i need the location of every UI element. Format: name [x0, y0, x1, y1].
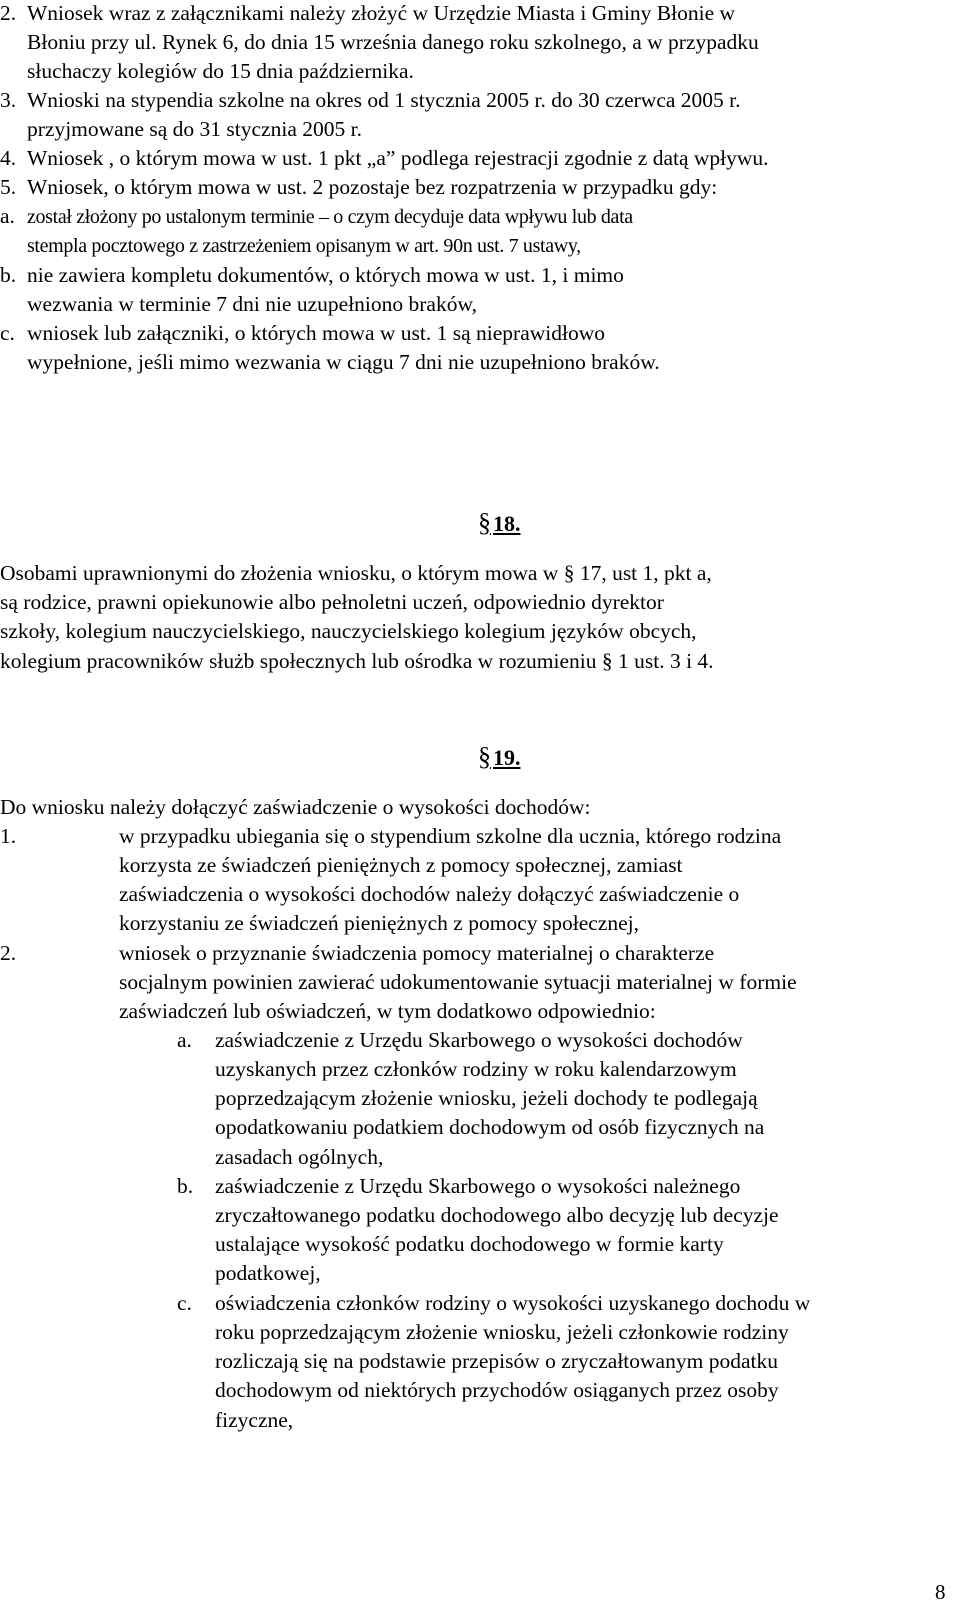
list-item-line: wniosek o przyznanie świadczenia pomocy materialnej o charakterze — [119, 941, 715, 965]
sublist-item-line: roku poprzedzającym złożenie wniosku, jeżeli członkowie rodziny — [215, 1320, 789, 1344]
sublist-item-line: dochodowym od niektórych przychodów osiąganych przez osoby — [215, 1378, 779, 1402]
section-number: 19. — [493, 745, 521, 770]
sublist-item-line: zaświadczenie z Urzędu Skarbowego o wysokości dochodów — [215, 1028, 743, 1052]
sublist-item-line: wypełnione, jeśli mimo wezwania w ciągu 7 dni nie uzupełniono braków. — [27, 350, 660, 374]
sublist-letter: c. — [0, 321, 15, 345]
paragraph-line: kolegium pracowników służb społecznych lub ośrodka w rozumieniu § 1 ust. 3 i 4. — [0, 649, 714, 673]
paragraph-line: są rodzice, prawni opiekunowie albo pełnoletni uczeń, odpowiednio dyrektor — [0, 590, 664, 614]
sublist-letter: a. — [0, 204, 15, 228]
list-item-line: zaświadczeń lub oświadczeń, w tym dodatkowo odpowiednio: — [119, 999, 656, 1023]
list-item-line: słuchaczy kolegiów do 15 dnia października. — [27, 59, 414, 83]
section-intro: Do wniosku należy dołączyć zaświadczenie o wysokości dochodów: — [0, 795, 591, 819]
sublist-item-line: ustalające wysokość podatku dochodowego w formie karty — [215, 1232, 724, 1256]
list-item-line: Wnioski na stypendia szkolne na okres od 1 stycznia 2005 r. do 30 czerwca 2005 r. — [27, 88, 741, 112]
list-item-line: Wniosek , o którym mowa w ust. 1 pkt „a” podlega rejestracji zgodnie z datą wpływu. — [27, 146, 769, 170]
list-number: 1. — [0, 824, 17, 848]
section-number: 18. — [493, 511, 521, 536]
list-item-line: socjalnym powinien zawierać udokumentowanie sytuacji materialnej w formie — [119, 970, 797, 994]
paragraph-line: szkoły, kolegium nauczycielskiego, nauczycielskiego kolegium języków obcych, — [0, 619, 697, 643]
paragraph-line: Osobami uprawnionymi do złożenia wniosku, o którym mowa w § 17, ust 1, pkt a, — [0, 561, 712, 585]
list-item-line: Błoniu przy ul. Rynek 6, do dnia 15 września danego roku szkolnego, a w przypadku — [27, 30, 759, 54]
sublist-item-line: opodatkowaniu podatkiem dochodowym od osób fizycznych na — [215, 1115, 765, 1139]
section-heading-18 — [478, 508, 521, 538]
sublist-letter: b. — [177, 1174, 194, 1198]
section-sign: § — [478, 508, 491, 537]
list-item-line: przyjmowane są do 31 stycznia 2005 r. — [27, 117, 362, 141]
page-number: 8 — [935, 1580, 946, 1604]
sublist-item-line: uzyskanych przez członków rodziny w roku kalendarzowym — [215, 1057, 737, 1081]
section-sign: § — [478, 742, 491, 771]
list-item-line: Wniosek, o którym mowa w ust. 2 pozostaje bez rozpatrzenia w przypadku gdy: — [27, 175, 718, 199]
sublist-item-line: oświadczenia członków rodziny o wysokości uzyskanego dochodu w — [215, 1291, 811, 1315]
sublist-item-line: poprzedzającym złożenie wniosku, jeżeli dochody te podlegają — [215, 1086, 758, 1110]
sublist-letter: c. — [177, 1291, 192, 1315]
sublist-item-line: zasadach ogólnych, — [215, 1145, 384, 1169]
list-number: 4. — [0, 146, 17, 170]
sublist-item-line: nie zawiera kompletu dokumentów, o których mowa w ust. 1, i mimo — [27, 263, 624, 287]
sublist-item-line: podatkowej, — [215, 1261, 321, 1285]
section-heading-19 — [478, 742, 521, 772]
list-number: 2. — [0, 1, 17, 25]
sublist-item-line: zaświadczenie z Urzędu Skarbowego o wysokości należnego — [215, 1174, 741, 1198]
sublist-letter: a. — [177, 1028, 192, 1052]
list-number: 3. — [0, 88, 17, 112]
sublist-item-line: wniosek lub załączniki, o których mowa w ust. 1 są nieprawidłowo — [27, 321, 605, 345]
sublist-item-line: rozliczają się na podstawie przepisów o zryczałtowanym podatku — [215, 1349, 778, 1373]
sublist-item-line: zryczałtowanego podatku dochodowego albo decyzję lub decyzje — [215, 1203, 779, 1227]
list-item-line: w przypadku ubiegania się o stypendium szkolne dla ucznia, którego rodzina — [119, 824, 782, 848]
list-number: 2. — [0, 941, 17, 965]
sublist-item-line: został złożony po ustalonym terminie – o czym decyduje data wpływu lub data — [27, 206, 633, 228]
sublist-letter: b. — [0, 263, 17, 287]
sublist-item-line: wezwania w terminie 7 dni nie uzupełniono braków, — [27, 292, 477, 316]
list-number: 5. — [0, 175, 17, 199]
sublist-item-line: fizyczne, — [215, 1408, 294, 1432]
list-item-line: korzystaniu ze świadczeń pieniężnych z pomocy społecznej, — [119, 911, 639, 935]
sublist-item-line: stempla pocztowego z zastrzeżeniem opisanym w art. 90n ust. 7 ustawy, — [27, 235, 581, 257]
list-item-line: zaświadczenia o wysokości dochodów należy dołączyć zaświadczenie o — [119, 882, 740, 906]
list-item-line: Wniosek wraz z załącznikami należy złożyć w Urzędzie Miasta i Gminy Błonie w — [27, 1, 736, 25]
list-item-line: korzysta ze świadczeń pieniężnych z pomocy społecznej, zamiast — [119, 853, 683, 877]
